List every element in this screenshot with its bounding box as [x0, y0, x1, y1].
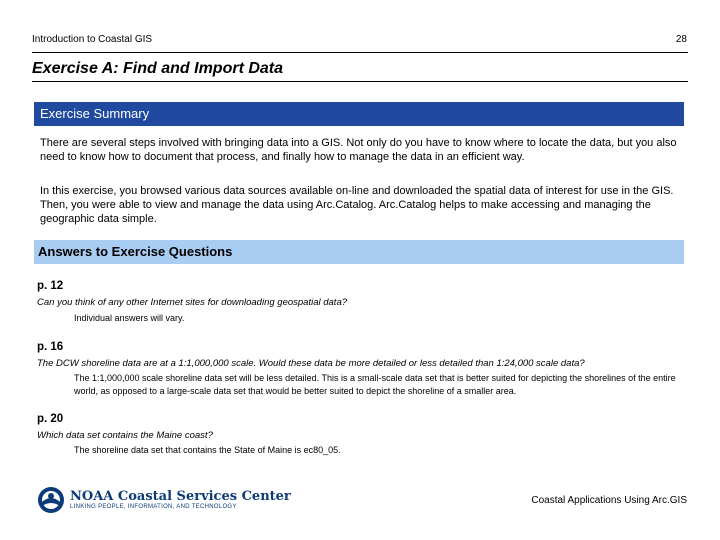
answer-page-label: p. 20 — [37, 413, 64, 425]
answer-text: Individual answers will vary. — [74, 313, 185, 323]
page-title: Exercise A: Find and Import Data — [32, 60, 284, 77]
answer-text: The 1:1,000,000 scale shoreline data set will be less detailed. This is a small-scale data set that is better suited for depicting the shorelines of the entire world, as opposed to a large-scale data set that would be better suited to depict the shoreline of a smaller area. — [74, 373, 676, 396]
footer-course-title: Coastal Applications Using Arc.GIS — [531, 495, 687, 506]
summary-heading: Exercise Summary — [34, 102, 684, 126]
answer-question: Which data set contains the Maine coast? — [37, 430, 213, 441]
header-course: Introduction to Coastal GIS — [32, 34, 153, 45]
answers-heading: Answers to Exercise Questions — [34, 240, 684, 264]
summary-paragraph-2: In this exercise, you browsed various data sources available on-line and downloaded the spatial data of interest for use in the GIS. Then, you were able to view and manage the data using Arc.Catalog. Arc.Catalog helps to make accessing and managing the geographic data simple. — [40, 185, 674, 225]
footer-logo-title: NOAA Coastal Services Center — [70, 489, 291, 504]
header-page-number: 28 — [675, 34, 687, 45]
answer-question: The DCW shoreline data are at a 1:1,000,000 scale. Would these data be more detailed or less detailed than 1:24,000 scale data? — [37, 358, 585, 369]
answer-text: The shoreline data set that contains the State of Maine is ec80_05. — [74, 445, 341, 455]
title-rule — [32, 81, 688, 82]
summary-paragraph-1: There are several steps involved with bringing data into a GIS. Not only do you have to know where to locate the data, but you also need to know how to document that process, and finally how to manage the data in an efficient way. — [40, 137, 677, 163]
answer-question: Can you think of any other Internet sites for downloading geospatial data? — [37, 297, 348, 308]
footer-logo-tagline: LINKING PEOPLE, INFORMATION, AND TECHNOLOGY — [70, 504, 237, 510]
noaa-emblem-icon — [36, 484, 66, 516]
answer-page-label: p. 12 — [37, 280, 64, 292]
answer-page-label: p. 16 — [37, 341, 64, 353]
header-rule — [32, 52, 688, 53]
